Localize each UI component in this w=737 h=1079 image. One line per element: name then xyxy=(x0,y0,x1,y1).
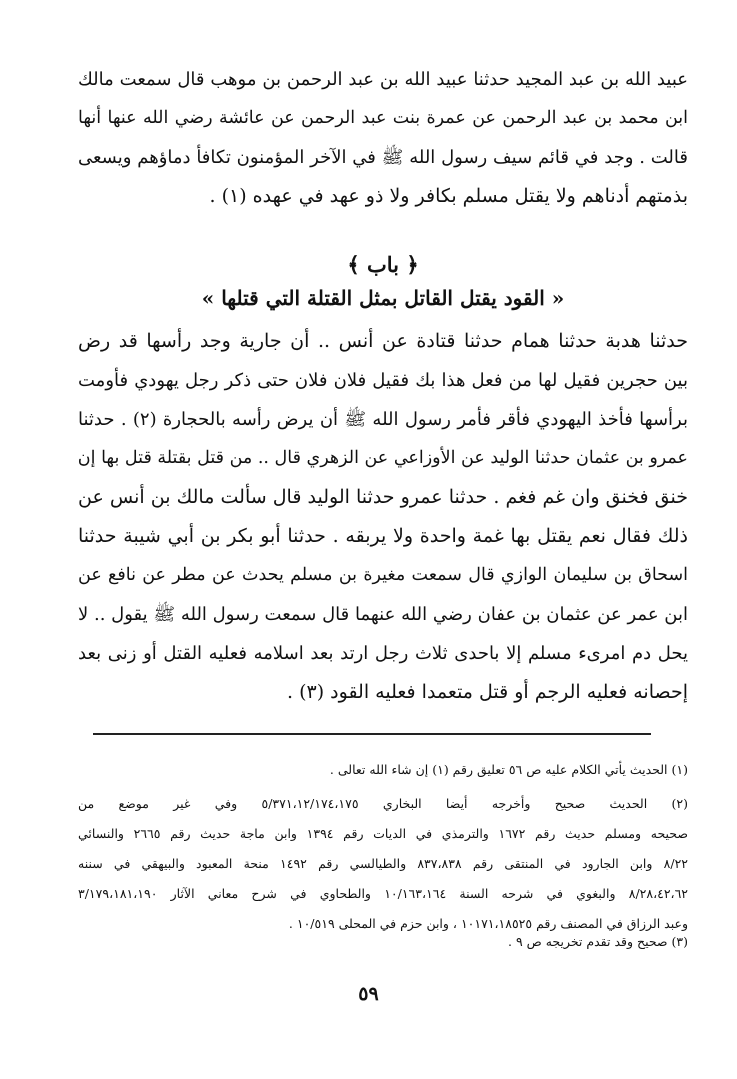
text-line: يحل دم امرىء مسلم إلا باحدى ثلاث رجل ارتد بعد اسلامه فعليه القتل أو زنى بعد xyxy=(78,643,688,664)
chapter-title: ﴿ باب ﴾ xyxy=(347,252,419,277)
footnote-line: صحيحه ومسلم حديث رقم ١٦٧٢ والترمذي في الديات رقم ١٣٩٤ وابن ماجة حديث رقم ٢٦٦٥ والنسائي xyxy=(78,826,688,841)
footnote-line: ٨/٢٢ وابن الجارود في المنتقى رقم ٨٣٧،٨٣٨ والطيالسي رقم ١٤٩٢ منحة المعبود والبيهقي في سننه xyxy=(78,856,688,871)
text-line: برأسها فأخذ اليهودي فأقر فأمر رسول الله ﷺ أن يرض رأسه بالحجارة (٢) . حدثنا xyxy=(78,409,688,430)
text-line: إحصانه فعليه الرجم أو قتل متعمدا فعليه القود (٣) . xyxy=(287,681,688,703)
text-line: قالت . وجد في قائم سيف رسول الله ﷺ في الآخر المؤمنون تكافأ دماؤهم ويسعى xyxy=(78,147,688,168)
text-line: خنق فخنق وان غم فغم . حدثنا عمرو حدثنا الوليد قال سألت مالك بن أنس عن xyxy=(78,486,688,508)
text-line: اسحاق بن سليمان الوازي قال سمعت مغيرة بن مسلم يحدث عن مطر عن نافع عن xyxy=(78,565,688,585)
footnote-line: (١) الحديث يأتي الكلام عليه ص ٥٦ تعليق رقم (١) إن شاء الله تعالى . xyxy=(329,762,688,777)
page-number: ٥٩ xyxy=(358,983,379,1005)
footnote-line: وعبد الرزاق في المصنف رقم ١٠١٧١،١٨٥٢٥ ، وابن حزم في المحلى ١٠/٥١٩ . xyxy=(288,916,688,931)
footnote-line: ٨/٢٨،٤٢،٦٢ والبغوي في شرحه السنة ١٠/١٦٣،١٦٤ والطحاوي في شرح معاني الآثار ٣/١٧٩،١٨١،١٩٠ xyxy=(78,886,688,901)
main-paragraph xyxy=(78,322,688,712)
footnote-divider xyxy=(93,733,651,735)
footnote-line: (٢) الحديث صحيح وأخرجه أيضا البخاري ٥/٣٧١،١٢/١٧٤،١٧٥ وفي غير موضع من xyxy=(78,796,688,811)
chapter-subtitle: « القود يقتل القاتل بمثل القتلة التي قتلها » xyxy=(201,286,565,310)
text-line: ابن عمر عن عثمان بن عفان رضي الله عنهما قال سمعت رسول الله ﷺ يقول .. لا xyxy=(78,604,688,625)
text-line: بذمتهم أدناهم ولا يقتل مسلم بكافر ولا ذو عهد في عهده (١) . xyxy=(209,185,688,207)
text-line: ذلك فقال نعم يقتل بها غمة واحدة ولا يربقه . حدثنا أبو بكر بن أبي شيبة حدثنا xyxy=(78,525,688,547)
footnote-line: (٣) صحيح وقد تقدم تخريجه ص ٩ . xyxy=(507,934,688,949)
text-line: عمرو بن عثمان حدثنا الوليد عن الأوزاعي عن الزهري قال .. من قتل بقتلة قتل بها إن xyxy=(78,448,688,468)
text-line: حدثنا هدبة حدثنا همام حدثنا قتادة عن أنس .. أن جارية وجد رأسها قد رض xyxy=(78,330,688,352)
text-line: عبيد الله بن عبد المجيد حدثنا عبيد الله بن عبد الرحمن بن موهب قال سمعت مالك xyxy=(78,69,688,90)
footnote-3 xyxy=(78,927,688,957)
footnote-2 xyxy=(78,789,688,939)
text-line: بين حجرين فقيل لها من فعل هذا بك فقيل فلان فلان حتى ذكر رجل يهودي فأومت xyxy=(78,370,688,391)
footnote-1 xyxy=(78,755,688,785)
top-paragraph xyxy=(78,60,688,216)
text-line: ابن محمد بن عبد الرحمن عن عمرة بنت عبد الرحمن عن عائشة رضي الله عنها أنها xyxy=(78,108,688,128)
